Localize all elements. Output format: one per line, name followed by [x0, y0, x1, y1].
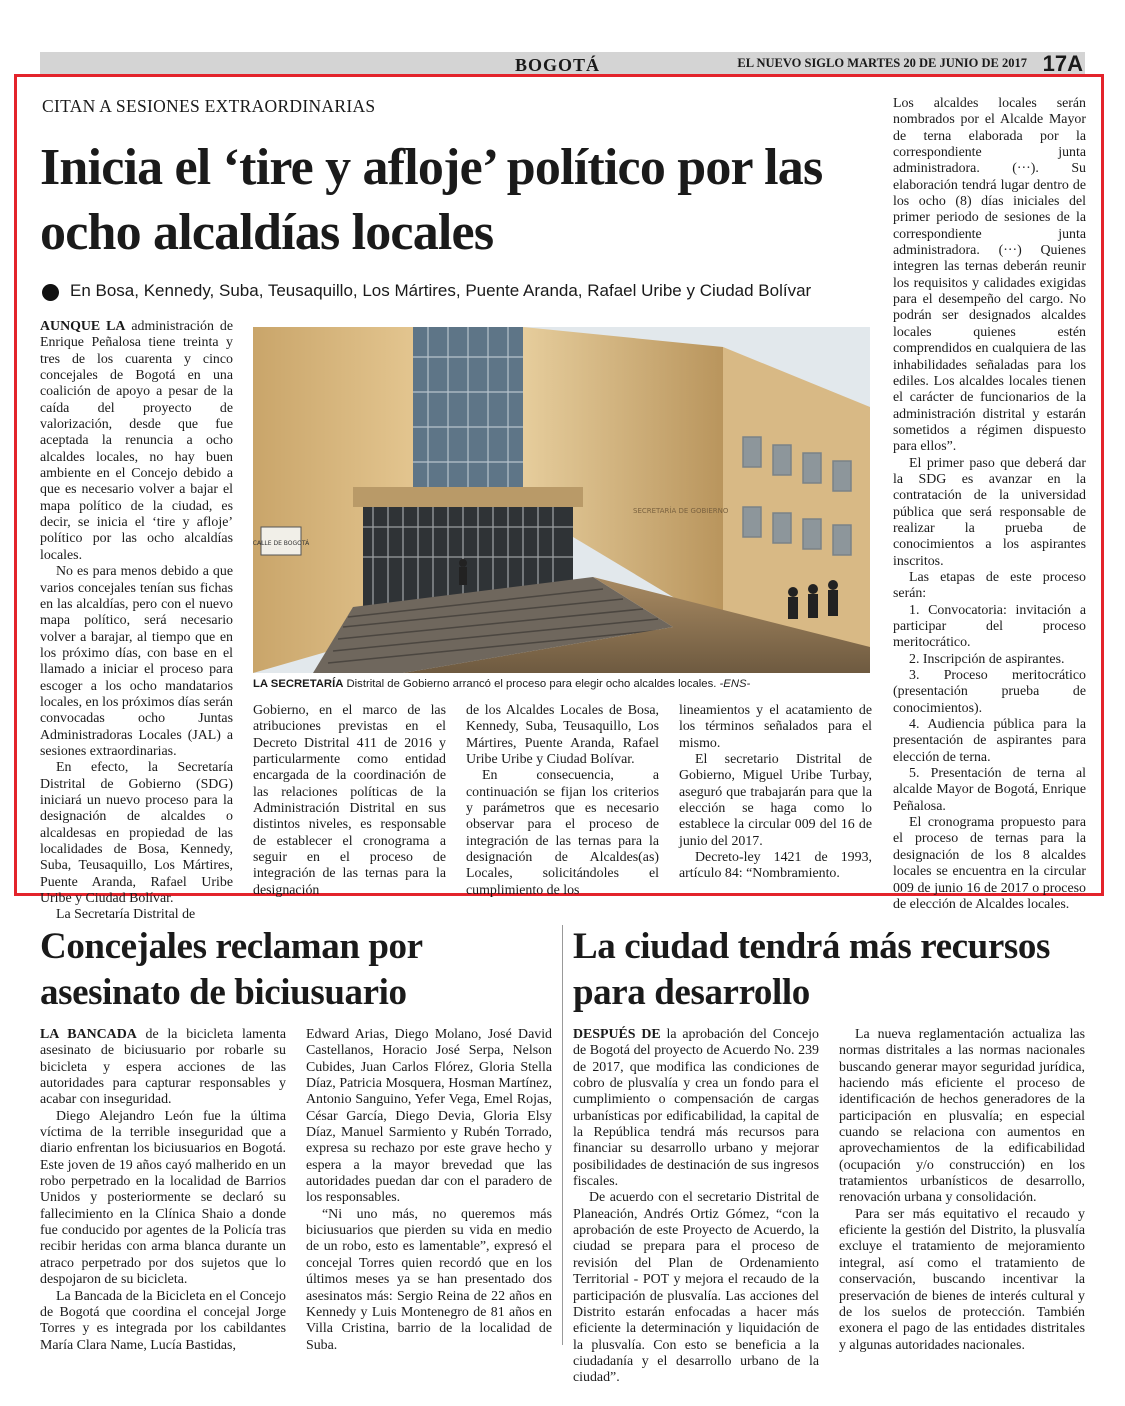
story2-headline: Concejales reclaman por asesinato de biciusuario — [40, 926, 422, 1013]
paragraph: De acuerdo con el secretario Distrital de Planeación, Andrés Ortiz Gómez, “con la aprobación de este Proyecto de Acuerdo, la ciudad se prepara para el proceso de revisión del Plan de Ordenamiento Territorial - POT y mejora el recaudo de la participación de plusvalía. Las acciones del Distrito estarán enfocadas a hacer más eficiente la determinación y liquidación de la plusvalía. Con esto se beneficia a la ciudadanía y el desarrollo urbano de la ciudad”. — [573, 1190, 819, 1386]
paragraph: Los alcaldes locales serán nombrados por el Alcalde Mayor de terna elaborada por la correspondiente junta administradora. (···). Su elaboración tendrá lugar dentro de los ocho (8) días iniciales del primer periodo de sesiones de la correspondiente junta administradora. (···) Quienes integren las ternas deberán reunir los requisitos y calidades exigidas para el desempeño del cargo. No podrán ser designados alcaldes locales quienes estén comprendidos en cualquiera de las inhabilidades señaladas para los ediles. Los alcaldes locales tienen el carácter de funcionarios de la administración distrital y estarán sometidos a régimen dispuesto para ellos”. — [893, 96, 1086, 455]
paragraph: lineamientos y el acatamiento de los términos señalados para el mismo. — [679, 703, 872, 751]
paragraph: La Secretaría Distrital de — [56, 907, 196, 923]
main-column-2 — [253, 703, 446, 898]
lead-in: DESPUÉS DE — [573, 1027, 661, 1042]
paragraph — [573, 1027, 819, 1190]
paragraph-text: de la bicicleta lamenta asesinato de biciusuario por robarle su bicicleta y espera acciones de las autoridades para capturar responsables y acabar con inseguridad. — [40, 1027, 286, 1108]
main-column-3 — [466, 703, 659, 898]
caption-lead: LA SECRETARÍA — [253, 678, 344, 690]
wall-sign-text: CALLE DE BOGOTÁ — [252, 540, 310, 547]
list-item: 5. Presentación de terna al alcalde Mayor de Bogotá, Enrique Peñalosa. — [893, 766, 1086, 814]
section-name: BOGOTÁ — [515, 55, 601, 75]
caption-text: Distrital de Gobierno arrancó el proceso para elegir ocho alcaldes locales. — [346, 678, 717, 690]
paragraph: En consecuencia, a continuación se fijan los criterios y parámetros que es necesario observar para el proceso de integración de las ternas para la designación de Alcaldes(as) Locales, solicitándoles el cumplimiento de los — [466, 768, 659, 898]
paragraph: Edward Arias, Diego Molano, José David Castellanos, Horacio José Serpa, Nelson Cubides, Juan Carlos Flórez, Gloria Stella Díaz, Patricia Mosquera, Hosman Martínez, Antonio Sanguino, Yefer Vega, Emel Rojas, César García, Diego Devia, Gloria Elsy Díaz, Manuel Sarmiento y Rubén Torrado, expresa su rechazo por este grave hecho y espera a la mayor brevedad que las autoridades puedan dar con el paradero de los responsables. — [306, 1027, 552, 1206]
folio-line: EL NUEVO SIGLO MARTES 20 DE JUNIO DE 2017 — [737, 56, 1027, 70]
paragraph: La nueva reglamentación actualiza las normas distritales a las normas nacionales buscando generar mayor seguridad jurídica, haciendo más eficiente el proceso de identificación de hechos generadores de la participación en plusvalía; en especial cuando se relaciona con aumentos en aprovechamientos de la edificabilidad (ocupación y/o construcción) en los tratamientos urbanísticos de desarrollo, renovación urbana y consolidación. — [839, 1027, 1085, 1206]
paragraph — [40, 1027, 286, 1109]
article-headline: Inicia el ‘tire y afloje’ político por las ocho alcaldías locales — [40, 139, 823, 261]
caption-credit: -ENS- — [719, 678, 751, 690]
paragraph: Gobierno, en el marco de las atribuciones previstas en el Decreto Distrital 411 de 2016 y particularmente como entidad encargada de la coordinación de las relaciones políticas de la Administración Distrital en sus distintos niveles, es responsable de establecer el cronograma a seguir en el proceso de integración de las ternas para la designación — [253, 703, 446, 898]
main-column-4 — [679, 703, 872, 882]
column-divider — [562, 925, 563, 1345]
paragraph: El cronograma propuesto para el proceso de ternas para la designación de los 8 alcaldes locales se encuentra en la circular 009 de junio 16 de 2017 o proceso de elección de Alcaldes locales. — [893, 815, 1086, 912]
story3-headline: La ciudad tendrá más recursos para desarrollo — [573, 926, 1050, 1013]
paragraph: No es para menos debido a que varios concejales tenían sus fichas en las alcaldías, pero con el nuevo mapa político, será necesario volver a barajar, al tiempo que en los próximo días, con base en el llamado a iniciar el proceso para escoger a los ocho mandatarios locales, en los próximos días serán convocadas ocho Juntas Administradoras Locales (JAL) a sesiones extraordinarias. — [40, 564, 233, 759]
page-number: 17A — [1042, 51, 1083, 76]
main-column-5 — [893, 96, 1086, 912]
building-sign-text: SECRETARÍA DE GOBIERNO — [633, 507, 729, 515]
story3-column-2 — [839, 1027, 1085, 1357]
list-item: 3. Proceso meritocrático (presentación prueba de conocimientos). — [893, 668, 1086, 716]
lead-in: LA BANCADA — [40, 1027, 137, 1042]
building-photo — [253, 327, 870, 673]
bullet-icon — [42, 284, 59, 301]
paragraph: En efecto, la Secretaría Distrital de Gobierno (SDG) iniciará un nuevo proceso para la designación de alcaldes o alcaldesas en propiedad de las localidades de Bosa, Kennedy, Suba, Teusaquillo, Los Mártires, Puente Aranda, Rafael Uribe Uribe y Ciudad Bolívar. — [40, 760, 233, 907]
story2-column-2 — [306, 1027, 552, 1357]
paragraph — [40, 319, 233, 564]
story3-column-1 — [573, 1027, 819, 1386]
paragraph: “Ni uno más, no queremos más biciusuarios que pierden su vida en medio de un robo, esto es lamentable”, expresó el concejal Torres quien recordó que en los últimos meses ya se han presentado dos asesinatos más: Sergio Reina de 22 años en Kennedy y Luis Montenegro de 81 años en Villa Cristina, barrio de la localidad de Suba. — [306, 1206, 552, 1353]
paragraph: Decreto-ley 1421 de 1993, artículo 84: “Nombramiento. — [679, 850, 872, 882]
paragraph: El primer paso que deberá dar la SDG es avanzar en la contratación de la universidad pública que será responsable de realizar la prueba de conocimientos a los aspirantes inscritos. — [893, 455, 1086, 569]
paragraph: La Bancada de la Bicicleta en el Concejo de Bogotá que coordina el concejal Jorge Torres y es integrada por los cabildantes María Clara Name, Lucía Bastidas, — [40, 1288, 286, 1353]
paragraph: Las etapas de este proceso serán: — [893, 569, 1086, 602]
list-item: 4. Audiencia pública para la presentación de aspirantes para elección de terna. — [893, 717, 1086, 765]
lead-in: AUNQUE LA — [40, 319, 126, 334]
story2-column-1 — [40, 1027, 286, 1357]
paragraph: Para ser más equitativo el recaudo y eficiente la gestión del Distrito, la plusvalía excluye el tratamiento de mejoramiento integral, así como el tratamiento de conservación, buscando incentivar la preservación de bienes de interés cultural y de los suelos de protección. También exonera el pago de las entidades distritales y algunas autoridades nacionales. — [839, 1206, 1085, 1353]
paragraph-text: administración de Enrique Peñalosa tiene treinta y tres de los cuarenta y cinco concejales de Bogotá en una coalición de apoyo a pesar de la caída del proyecto de valorización, desde que fue aceptada la renuncia a ocho alcaldes locales, no hay buen ambiente en el Concejo debido a que es necesario volver a bajar el mapa político de la ciudad, es decir, se inicia el ‘tire y afloje’ político por las ocho alcaldías locales. — [40, 319, 233, 563]
list-item: 1. Convocatoria: invitación a participar del proceso meritocrático. — [893, 602, 1086, 651]
paragraph-text: la aprobación del Concejo de Bogotá del proyecto de Acuerdo No. 239 de 2017, que modifica las condiciones de cobro de plusvalía y crea un fondo para el cumplimiento o compensación de cargas urbanísticas por edificabilidad, la capital de la República tendrá más recursos para financiar su desarrollo urbano y mejorar posibilidades de destinación de sus ingresos fiscales. — [573, 1027, 819, 1190]
list-item: 2. Inscripción de aspirantes. — [909, 651, 1065, 667]
main-column-1 — [40, 319, 233, 923]
photo-caption — [253, 678, 870, 690]
article-deck: En Bosa, Kennedy, Suba, Teusaquillo, Los Mártires, Puente Aranda, Rafael Uribe y Ciudad Bolívar — [70, 281, 812, 300]
article-kicker: CITAN A SESIONES EXTRAORDINARIAS — [42, 96, 376, 116]
paragraph: El secretario Distrital de Gobierno, Miguel Uribe Turbay, aseguró que trabajarán para que la elección se haga como lo establece la circular 009 del 16 de junio del 2017. — [679, 752, 872, 849]
paragraph: de los Alcaldes Locales de Bosa, Kennedy, Suba, Teusaquillo, Los Mártires, Puente Aranda, Rafael Uribe Uribe y Ciudad Bolívar. — [466, 703, 659, 768]
paragraph: Diego Alejandro León fue la última víctima de la terrible inseguridad que a diario enfrentan los biciusuarios en Bogotá. Este joven de 19 años cayó malherido en un robo perpetrado en la localidad de Barrios Unidos y posteriormente se declaró su fallecimiento en la Clínica Shaio a donde fue conducido por agentes de la Policía tras recibir heridas con arma blanca durante un atraco perpetrado por dos sujetos que lo despojaron de su bicicleta. — [40, 1108, 286, 1288]
